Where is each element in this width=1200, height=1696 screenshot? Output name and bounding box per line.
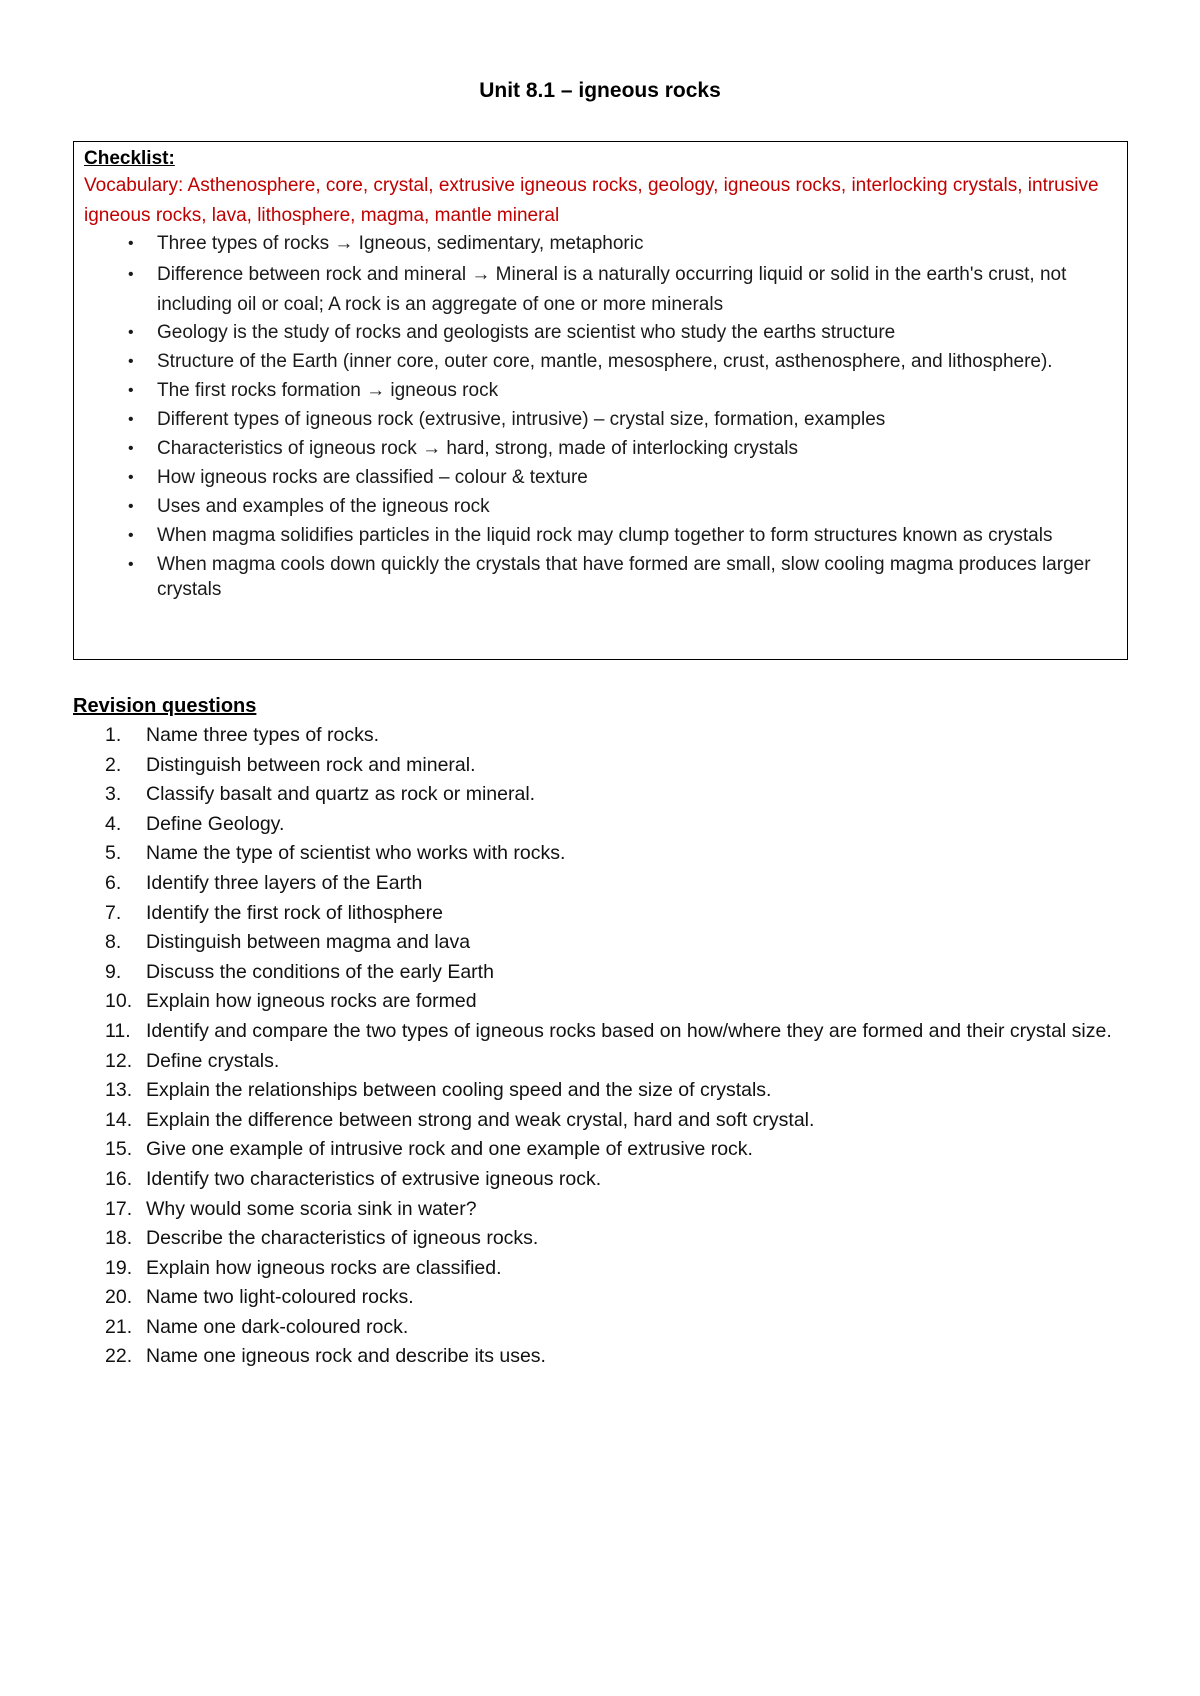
question-number: 17. [105, 1197, 133, 1220]
question-text: Name the type of scientist who works with rocks. [146, 842, 566, 865]
question-text: Why would some scoria sink in water? [146, 1197, 477, 1220]
question-number: 15. [105, 1138, 133, 1161]
bullet-icon: • [128, 527, 134, 544]
question-number: 3. [105, 783, 122, 806]
question-item [73, 869, 1128, 899]
question-text: Distinguish between magma and lava [146, 931, 471, 954]
checklist-item: • How igneous rocks are classified – colour & texture [128, 467, 588, 488]
question-item [73, 928, 1128, 958]
question-item [73, 721, 1128, 751]
arrow-right-icon: → [471, 264, 491, 285]
question-item [73, 780, 1128, 810]
question-text: Explain how igneous rocks are formed [146, 990, 477, 1013]
bullet-icon: • [128, 324, 134, 341]
checklist-box [73, 141, 1128, 660]
checklist-item: • When magma cools down quickly the crystals that have formed are small, slow cooling magma produces larger crystals [128, 554, 1091, 600]
checklist-item: • Three types of rocks → Igneous, sedimentary, metaphoric [128, 233, 644, 254]
question-text: Give one example of intrusive rock and one example of extrusive rock. [146, 1138, 753, 1161]
checklist-list [84, 231, 1117, 602]
question-number: 12. [105, 1049, 133, 1072]
question-number: 14. [105, 1108, 133, 1131]
bullet-icon: • [128, 353, 134, 370]
bullet-icon: • [128, 382, 134, 399]
question-item [73, 1135, 1128, 1165]
checklist-item: • Geology is the study of rocks and geologists are scientist who study the earths structure [128, 322, 896, 343]
question-item [73, 899, 1128, 929]
question-item [73, 1342, 1128, 1372]
question-item [73, 1283, 1128, 1313]
bullet-icon: • [128, 440, 134, 457]
checklist-item: • Uses and examples of the igneous rock [128, 496, 490, 517]
question-number: 16. [105, 1167, 133, 1190]
question-text: Define crystals. [146, 1049, 280, 1072]
question-text: Name one dark-coloured rock. [146, 1315, 409, 1338]
revision-heading: Revision questions [73, 695, 257, 717]
bullet-icon: • [128, 556, 134, 573]
question-item [73, 1106, 1128, 1136]
bullet-icon: • [128, 266, 134, 283]
question-item [73, 839, 1128, 869]
question-number: 11. [105, 1019, 131, 1042]
question-item [73, 1313, 1128, 1343]
question-item [73, 751, 1128, 781]
question-text: Name two light-coloured rocks. [146, 1286, 414, 1309]
question-text: Identify and compare the two types of igneous rocks based on how/where they are formed and their crystal size. [146, 1019, 1112, 1042]
bullet-icon: • [128, 469, 134, 486]
question-number: 5. [105, 842, 122, 865]
question-text: Classify basalt and quartz as rock or mineral. [146, 783, 536, 806]
question-item [73, 1047, 1128, 1077]
question-number: 18. [105, 1227, 133, 1250]
arrow-right-icon: → [366, 380, 386, 401]
question-number: 8. [105, 931, 122, 954]
arrow-right-icon: → [334, 233, 354, 254]
checklist-item: • Different types of igneous rock (extrusive, intrusive) – crystal size, formation, examples [128, 409, 886, 430]
question-text: Identify two characteristics of extrusive igneous rock. [146, 1167, 602, 1190]
question-text: Explain how igneous rocks are classified. [146, 1256, 502, 1279]
question-number: 10. [105, 990, 133, 1013]
question-text: Identify three layers of the Earth [146, 871, 423, 894]
question-item [73, 958, 1128, 988]
bullet-icon: • [128, 498, 134, 515]
question-text: Name one igneous rock and describe its uses. [146, 1345, 546, 1368]
question-text: Distinguish between rock and mineral. [146, 753, 476, 776]
question-number: 9. [105, 960, 122, 983]
question-item [73, 1165, 1128, 1195]
question-text: Explain the difference between strong and weak crystal, hard and soft crystal. [146, 1108, 815, 1131]
question-number: 1. [105, 724, 122, 746]
question-text: Explain the relationships between cooling speed and the size of crystals. [146, 1079, 772, 1102]
question-number: 20. [105, 1286, 133, 1309]
question-text: Discuss the conditions of the early Earth [146, 960, 494, 983]
question-item [73, 1195, 1128, 1225]
checklist-item: • Difference between rock and mineral → Mineral is a naturally occurring liquid or solid in the earth's crust, not including oil or coal; A rock is an aggregate of one or more minerals [84, 260, 1117, 320]
question-number: 4. [105, 812, 122, 835]
question-number: 6. [105, 871, 122, 894]
question-text: Describe the characteristics of igneous rocks. [146, 1227, 539, 1250]
question-item [73, 810, 1128, 840]
question-number: 19. [105, 1256, 133, 1279]
question-text: Identify the first rock of lithosphere [146, 901, 443, 924]
question-text: Name three types of rocks. [146, 724, 380, 746]
question-item [73, 987, 1128, 1017]
bullet-icon: • [128, 411, 134, 428]
question-number: 2. [105, 753, 122, 776]
question-item [73, 1076, 1128, 1106]
question-number: 22. [105, 1345, 133, 1368]
question-item [73, 1017, 1128, 1047]
checklist-item: • Structure of the Earth (inner core, outer core, mantle, mesosphere, crust, asthenosphere, and lithosphere). [128, 351, 1053, 372]
checklist-item: • The first rocks formation → igneous rock [128, 380, 499, 401]
vocabulary-text: Vocabulary: Asthenosphere, core, crystal, extrusive igneous rocks, geology, igneous rocks, interlocking crystals, intrusive igneous rocks, lava, lithosphere, magma, mantle mineral [84, 175, 1099, 226]
question-number: 7. [105, 901, 122, 924]
checklist-heading: Checklist: [84, 148, 175, 169]
question-item [73, 1224, 1128, 1254]
question-number: 13. [105, 1079, 133, 1102]
question-item [73, 1254, 1128, 1284]
checklist-item: • When magma solidifies particles in the liquid rock may clump together to form structures known as crystals [128, 525, 1053, 546]
bullet-icon: • [128, 235, 134, 252]
revision-questions-list [73, 721, 1128, 1372]
checklist-item: • Characteristics of igneous rock → hard, strong, made of interlocking crystals [128, 438, 798, 459]
arrow-right-icon: → [422, 438, 442, 459]
question-text: Define Geology. [146, 812, 285, 835]
page-title: Unit 8.1 – igneous rocks [479, 79, 721, 102]
question-number: 21. [105, 1315, 133, 1338]
